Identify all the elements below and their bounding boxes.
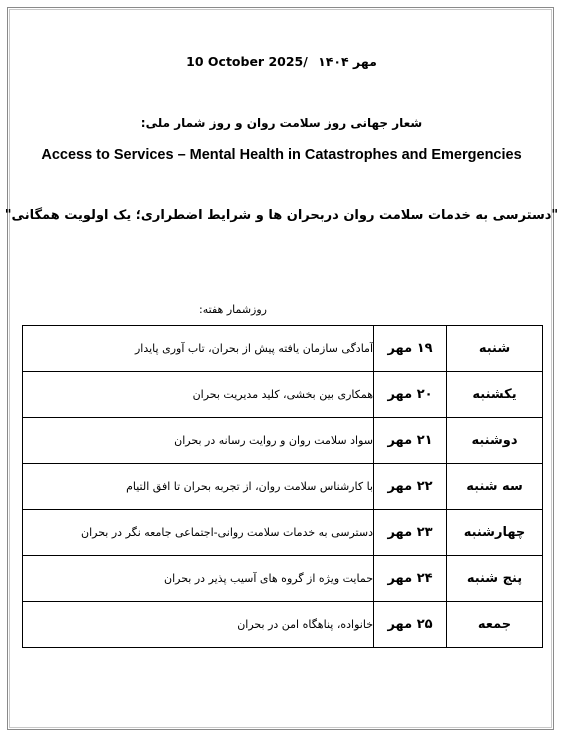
day-cell: چهارشنبه	[447, 510, 543, 556]
date-cell: ۲۵ مهر	[374, 602, 447, 648]
date-persian: مهر ۱۴۰۴	[318, 54, 377, 69]
motto-persian: "دسترسی به خدمات سلامت روان دربحران ها و شرایط اضطراری؛ یک اولویت همگانی"	[4, 208, 559, 223]
topic-cell: حمایت ویژه از گروه های آسیب پذیر در بحران	[23, 556, 374, 602]
day-cell: شنبه	[447, 326, 543, 372]
table-row	[23, 602, 543, 648]
date-gregorian: 10 October 2025/	[186, 54, 308, 69]
topic-cell: آمادگی سازمان یافته پیش از بحران، تاب آوری پایدار	[23, 326, 374, 372]
topic-cell: خانواده، پناهگاه امن در بحران	[23, 602, 374, 648]
schedule-table	[22, 325, 543, 648]
table-row	[23, 418, 543, 464]
topic-cell: دسترسی به خدمات سلامت روانی-اجتماعی جامعه نگر در بحران	[23, 510, 374, 556]
week-schedule-label: روزشمار هفته:	[199, 303, 267, 316]
table-row	[23, 510, 543, 556]
table-row	[23, 464, 543, 510]
date-cell: ۲۴ مهر	[374, 556, 447, 602]
day-cell: پنج شنبه	[447, 556, 543, 602]
day-cell: یکشنبه	[447, 372, 543, 418]
date-cell: ۱۹ مهر	[374, 326, 447, 372]
motto-label: شعار جهانی روز سلامت روان و روز شمار ملی:	[140, 116, 423, 130]
topic-cell: سواد سلامت روان و روایت رسانه در بحران	[23, 418, 374, 464]
date-cell: ۲۱ مهر	[374, 418, 447, 464]
day-cell: جمعه	[447, 602, 543, 648]
topic-cell: با کارشناس سلامت روان، از تجربه بحران تا افق التیام	[23, 464, 374, 510]
day-cell: دوشنبه	[447, 418, 543, 464]
table-row	[23, 372, 543, 418]
topic-cell: همکاری بین بخشی، کلید مدیریت بحران	[23, 372, 374, 418]
table-row	[23, 326, 543, 372]
date-cell: ۲۳ مهر	[374, 510, 447, 556]
date-cell: ۲۰ مهر	[374, 372, 447, 418]
date-line	[0, 54, 563, 69]
day-cell: سه شنبه	[447, 464, 543, 510]
table-row	[23, 556, 543, 602]
motto-english: Access to Services – Mental Health in Catastrophes and Emergencies	[41, 147, 522, 163]
date-cell: ۲۲ مهر	[374, 464, 447, 510]
